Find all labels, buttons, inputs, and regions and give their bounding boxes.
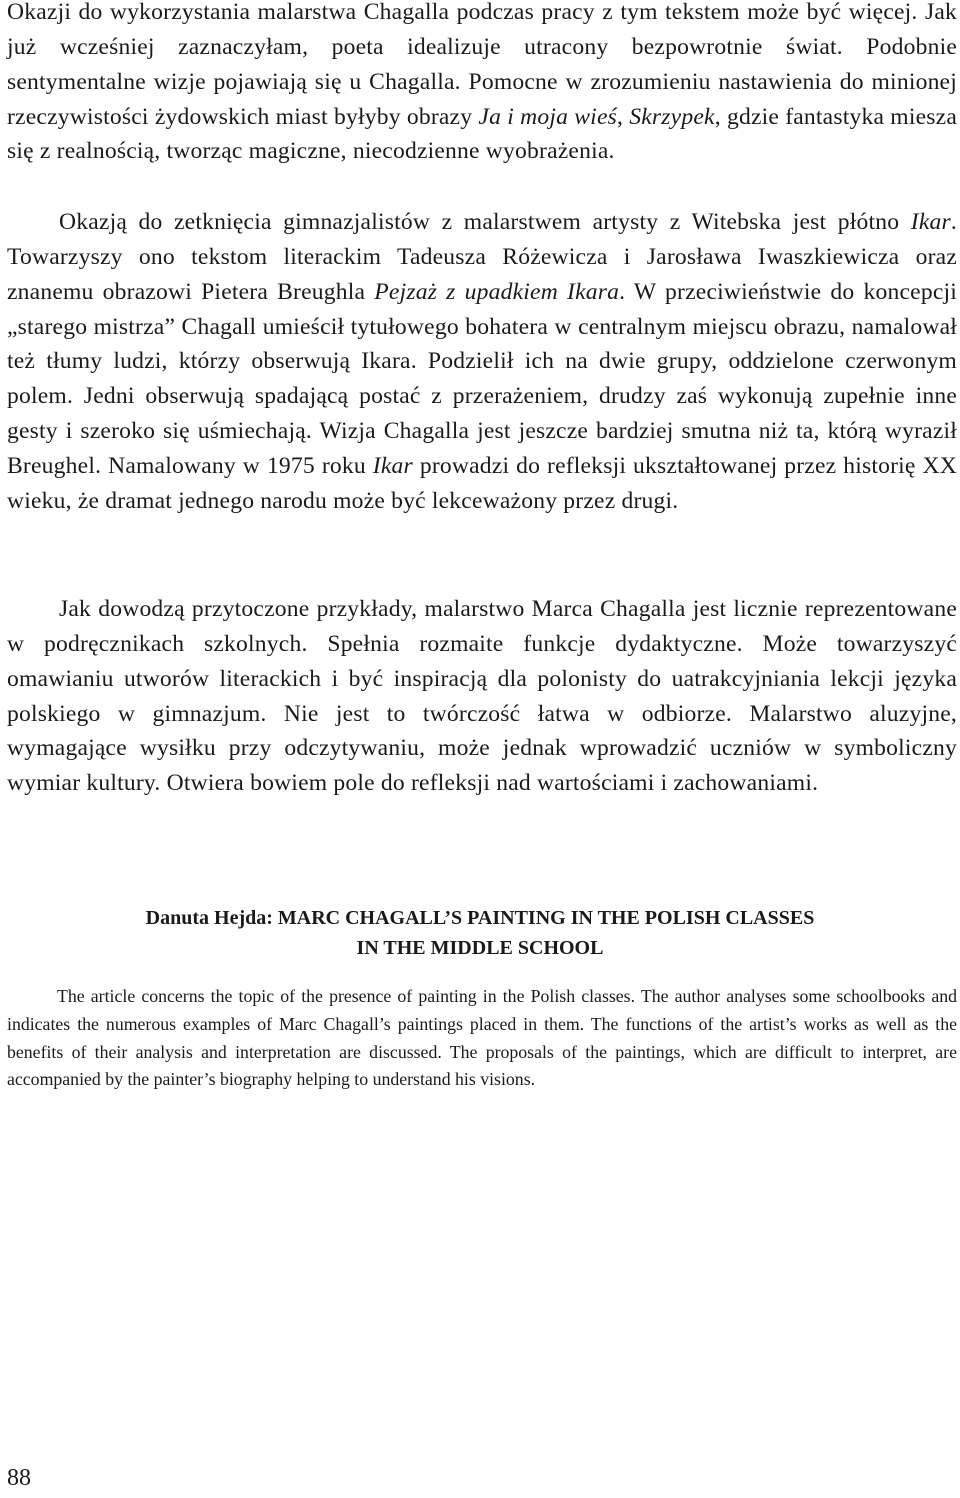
paragraph-text: . Towarzyszy ono tekstom literackim Tadeusza Różewicza i Jarosława Iwaszkiewicza oraz znanemu obrazowi Pietera Breughla xyxy=(7,209,957,305)
paragraph-text: prowadzi do refleksji ukształtowanej przez historię XX wieku, że dramat jednego narodu może być lekceważony przez drugi. xyxy=(7,452,957,514)
abstract-title xyxy=(0,903,960,963)
page-number: 88 xyxy=(7,1465,31,1491)
paragraph-text: Okazji do wykorzystania malarstwa Chagalla podczas pracy z tym tekstem może być więcej. Jak już wcześniej zaznaczyłam, poeta idealizuje utracony bezpowrotnie świat. Podobnie sentymentalne wizje pojawiają się u Chagalla. Pomocne w zrozumieniu nastawienia do minionej rzeczywistości żydowskich miast byłyby obrazy xyxy=(7,0,957,130)
artwork-title: Ikar xyxy=(910,209,951,235)
abstract-text-content: The article concerns the topic of the presence of painting in the Polish classes. The author analyses some schoolbooks and indicates the numerous examples of Marc Chagall’s paintings placed in them. The functions of the artist’s works as well as the benefits of their analysis and interpretation are discussed. The proposals of the paintings, which are difficult to interpret, are accompanied by the painter’s biography helping to understand his visions. xyxy=(7,986,957,1090)
body-paragraph-1 xyxy=(7,0,957,169)
paragraph-text: , xyxy=(617,103,630,130)
paragraph-text: . W przeciwieństwie do koncepcji „starego mistrza” Chagall umieścił tytułowego bohatera w centralnym miejscu obrazu, namalował też tłumy ludzi, którzy obserwują Ikara. Podzielił ich na dwie grupy, oddzielone czerwonym polem. Jedni obserwują spadającą postać z przerażeniem, drudzy zaś wykonują zupełnie inne gesty i szeroko się uśmiechają. Wizja Chagalla jest jeszcze bardziej smutna niż ta, którą wyraził Breughel. Namalowany w 1975 roku xyxy=(7,278,958,479)
paragraph-text: Jak dowodzą przytoczone przykłady, malarstwo Marca Chagalla jest licznie reprezentowane w podręcznikach szkolnych. Spełnia rozmaite funkcje dydaktyczne. Może towarzyszyć omawianiu utworów literackich i być inspiracją dla polonisty do uatrakcyjniania lekcji języka polskiego w gimnazjum. Nie jest to twórczość łatwa w odbiorze. Malarstwo aluzyjne, wymagające wysiłku przy odczytywaniu, może jednak wprowadzić uczniów w symboliczny wymiar kultury. Otwiera bowiem pole do refleksji nad wartościami i zachowaniami. xyxy=(7,596,957,797)
artwork-title: Pejzaż z upadkiem Ikara xyxy=(374,278,620,305)
artwork-title: Ja i moja wieś xyxy=(478,103,617,130)
paragraph-text: Okazją do zetknięcia gimnazjalistów z malarstwem artysty z Witebska jest płótno xyxy=(59,209,911,235)
artwork-title: Skrzypek xyxy=(629,103,715,130)
artwork-title: Ikar xyxy=(372,452,413,479)
abstract-text xyxy=(7,983,957,1094)
paragraph-text: , gdzie fantastyka miesza się z realnością, tworząc magiczne, niecodzienne wyobrażenia. xyxy=(7,103,958,165)
body-paragraph-3 xyxy=(7,592,957,801)
abstract-title-line-2: IN THE MIDDLE SCHOOL xyxy=(356,937,604,959)
abstract-title-line-1: Danuta Hejda: MARC CHAGALL’S PAINTING IN THE POLISH CLASSES xyxy=(145,907,815,929)
body-paragraph-2 xyxy=(7,205,957,519)
